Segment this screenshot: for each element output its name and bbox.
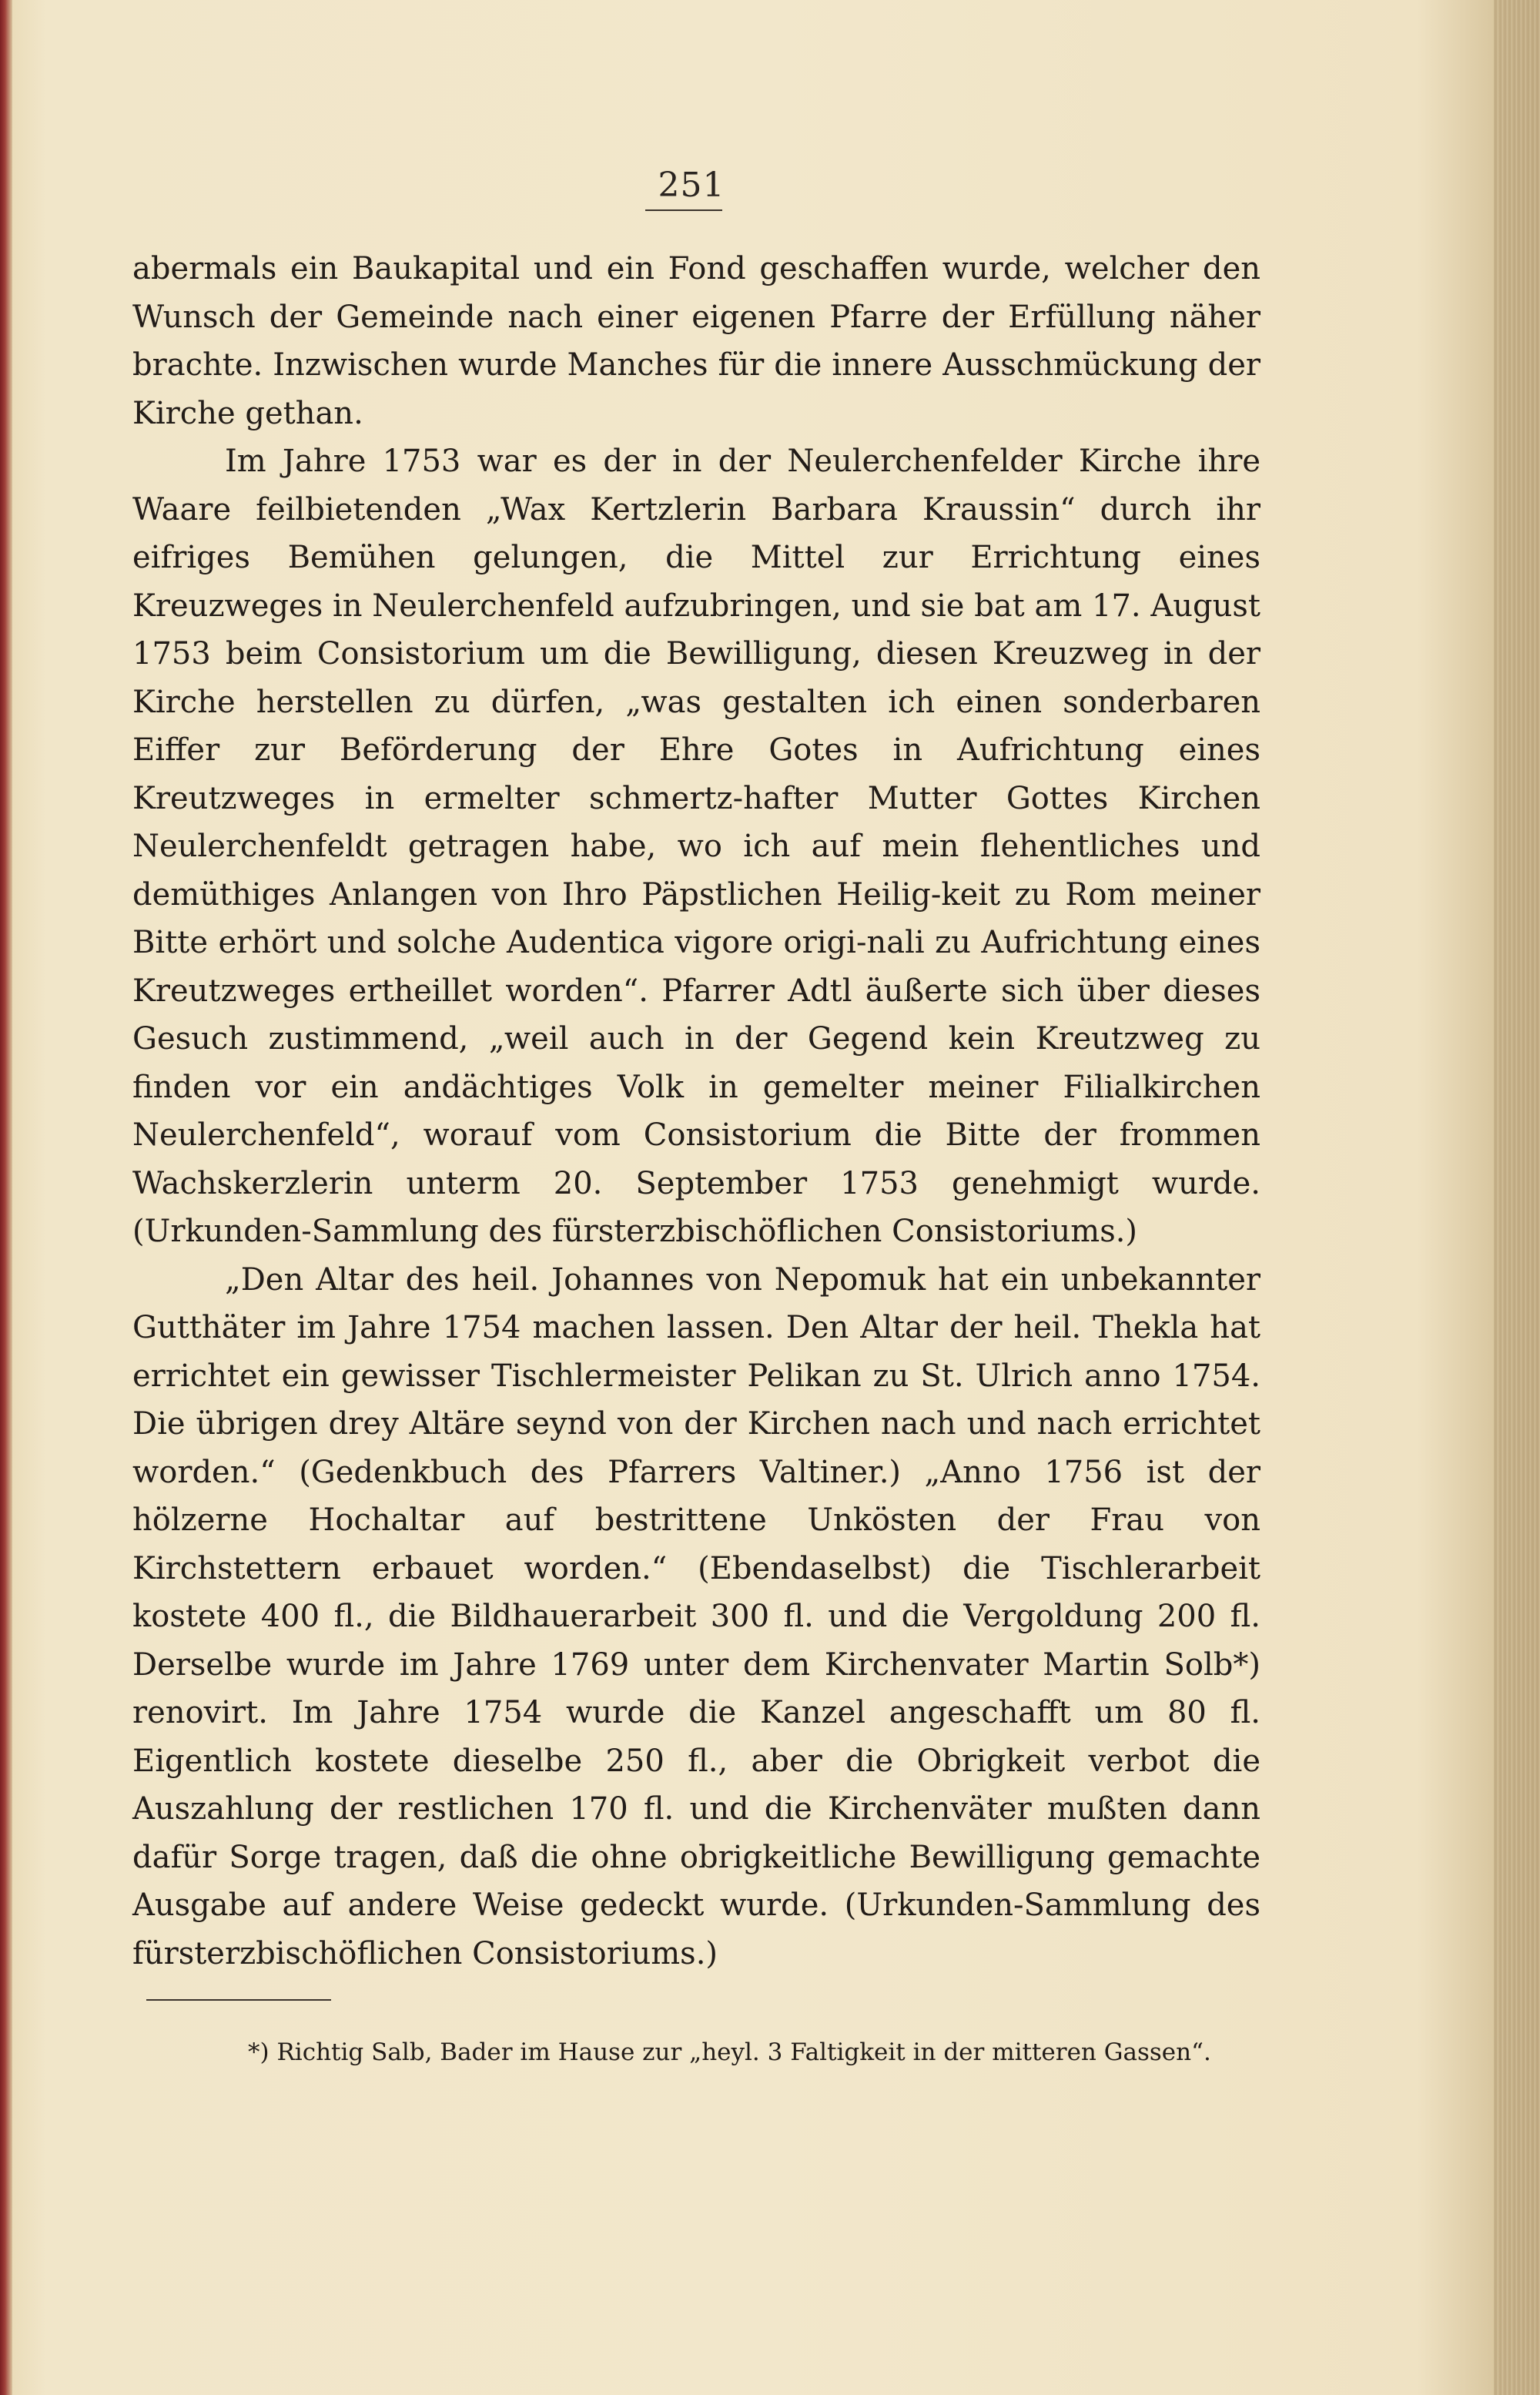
page-number: 251 xyxy=(658,166,725,205)
paragraph-1: abermals ein Baukapital und ein Fond geschaffen wurde, welcher den Wunsch der Gemeinde nach einer eigenen Pfarre der Erfüllung näher brachte. Inzwischen wurde Manches für die innere Ausschmückung der Kirche gethan. xyxy=(132,251,1260,431)
page-number-rule xyxy=(645,209,722,211)
paragraph-2: Im Jahre 1753 war es der in der Neulerchenfelder Kirche ihre Waare feilbietenden „Wax Kertzlerin Barbara Kraussin“ durch ihr eifriges Bemühen gelungen, die Mittel zur Errichtung eines Kreuzweges in Neulerchenfeld aufzubringen, und sie bat am 17. August 1753 beim Consistorium um die Bewilligung, diesen Kreuzweg in der Kirche herstellen zu dürfen, „was gestalten ich einen sonderbaren Eiffer zur Beförderung der Ehre Gotes in Aufrichtung eines Kreutzweges in ermelter schmertz-hafter Mutter Gottes Kirchen Neulerchenfeldt getragen habe, wo ich auf mein flehentliches und demüthiges Anlangen von Ihro Päpstlichen Heilig-keit zu Rom meiner Bitte erhört und solche Audentica vigore origi-nali zu Aufrichtung eines Kreutzweges ertheillet worden“. Pfarrer Adtl äußerte sich über dieses Gesuch zustimmend, „weil auch in der Gegend kein Kreutzweg zu finden vor ein andächtiges Volk in gemelter meiner Filialkirchen Neulerchenfeld“, worauf vom Consistorium die Bitte der frommen Wachskerzlerin unterm 20. September 1753 genehmigt wurde. (Urkunden-Sammlung des fürsterzbischöflichen Consistoriums.) xyxy=(132,444,1260,1249)
page-binding-edge xyxy=(0,0,12,2395)
page-stack-edge xyxy=(1494,0,1540,2395)
footnote-rule xyxy=(146,1999,331,2001)
body-text xyxy=(132,245,1260,1978)
paragraph-3: „Den Altar des heil. Johannes von Nepomuk hat ein unbekannter Gutthäter im Jahre 1754 machen lassen. Den Altar der heil. Thekla hat errichtet ein gewisser Tischlermeister Pelikan zu St. Ulrich anno 1754. Die übrigen drey Altäre seynd von der Kirchen nach und nach errichtet worden.“ (Gedenkbuch des Pfarrers Valtiner.) „Anno 1756 ist der hölzerne Hochaltar auf bestrittene Unkösten der Frau von Kirchstettern erbauet worden.“ (Ebendaselbst) die Tischlerarbeit kostete 400 fl., die Bildhauerarbeit 300 fl. und die Vergoldung 200 fl. Derselbe wurde im Jahre 1769 unter dem Kirchenvater Martin Solb*) renovirt. Im Jahre 1754 wurde die Kanzel angeschafft um 80 fl. Eigentlich kostete dieselbe 250 fl., aber die Obrigkeit verbot die Auszahlung der restlichen 170 fl. und die Kirchenväter mußten dann dafür Sorge tragen, daß die ohne obrigkeitliche Bewilligung gemachte Ausgabe auf andere Weise gedeckt wurde. (Urkunden-Sammlung des fürsterzbischöflichen Consistoriums.) xyxy=(132,1261,1260,1971)
footnote: *) Richtig Salb, Bader im Hause zur „heyl. 3 Faltigkeit in der mitteren Gassen“. xyxy=(248,2038,1211,2066)
